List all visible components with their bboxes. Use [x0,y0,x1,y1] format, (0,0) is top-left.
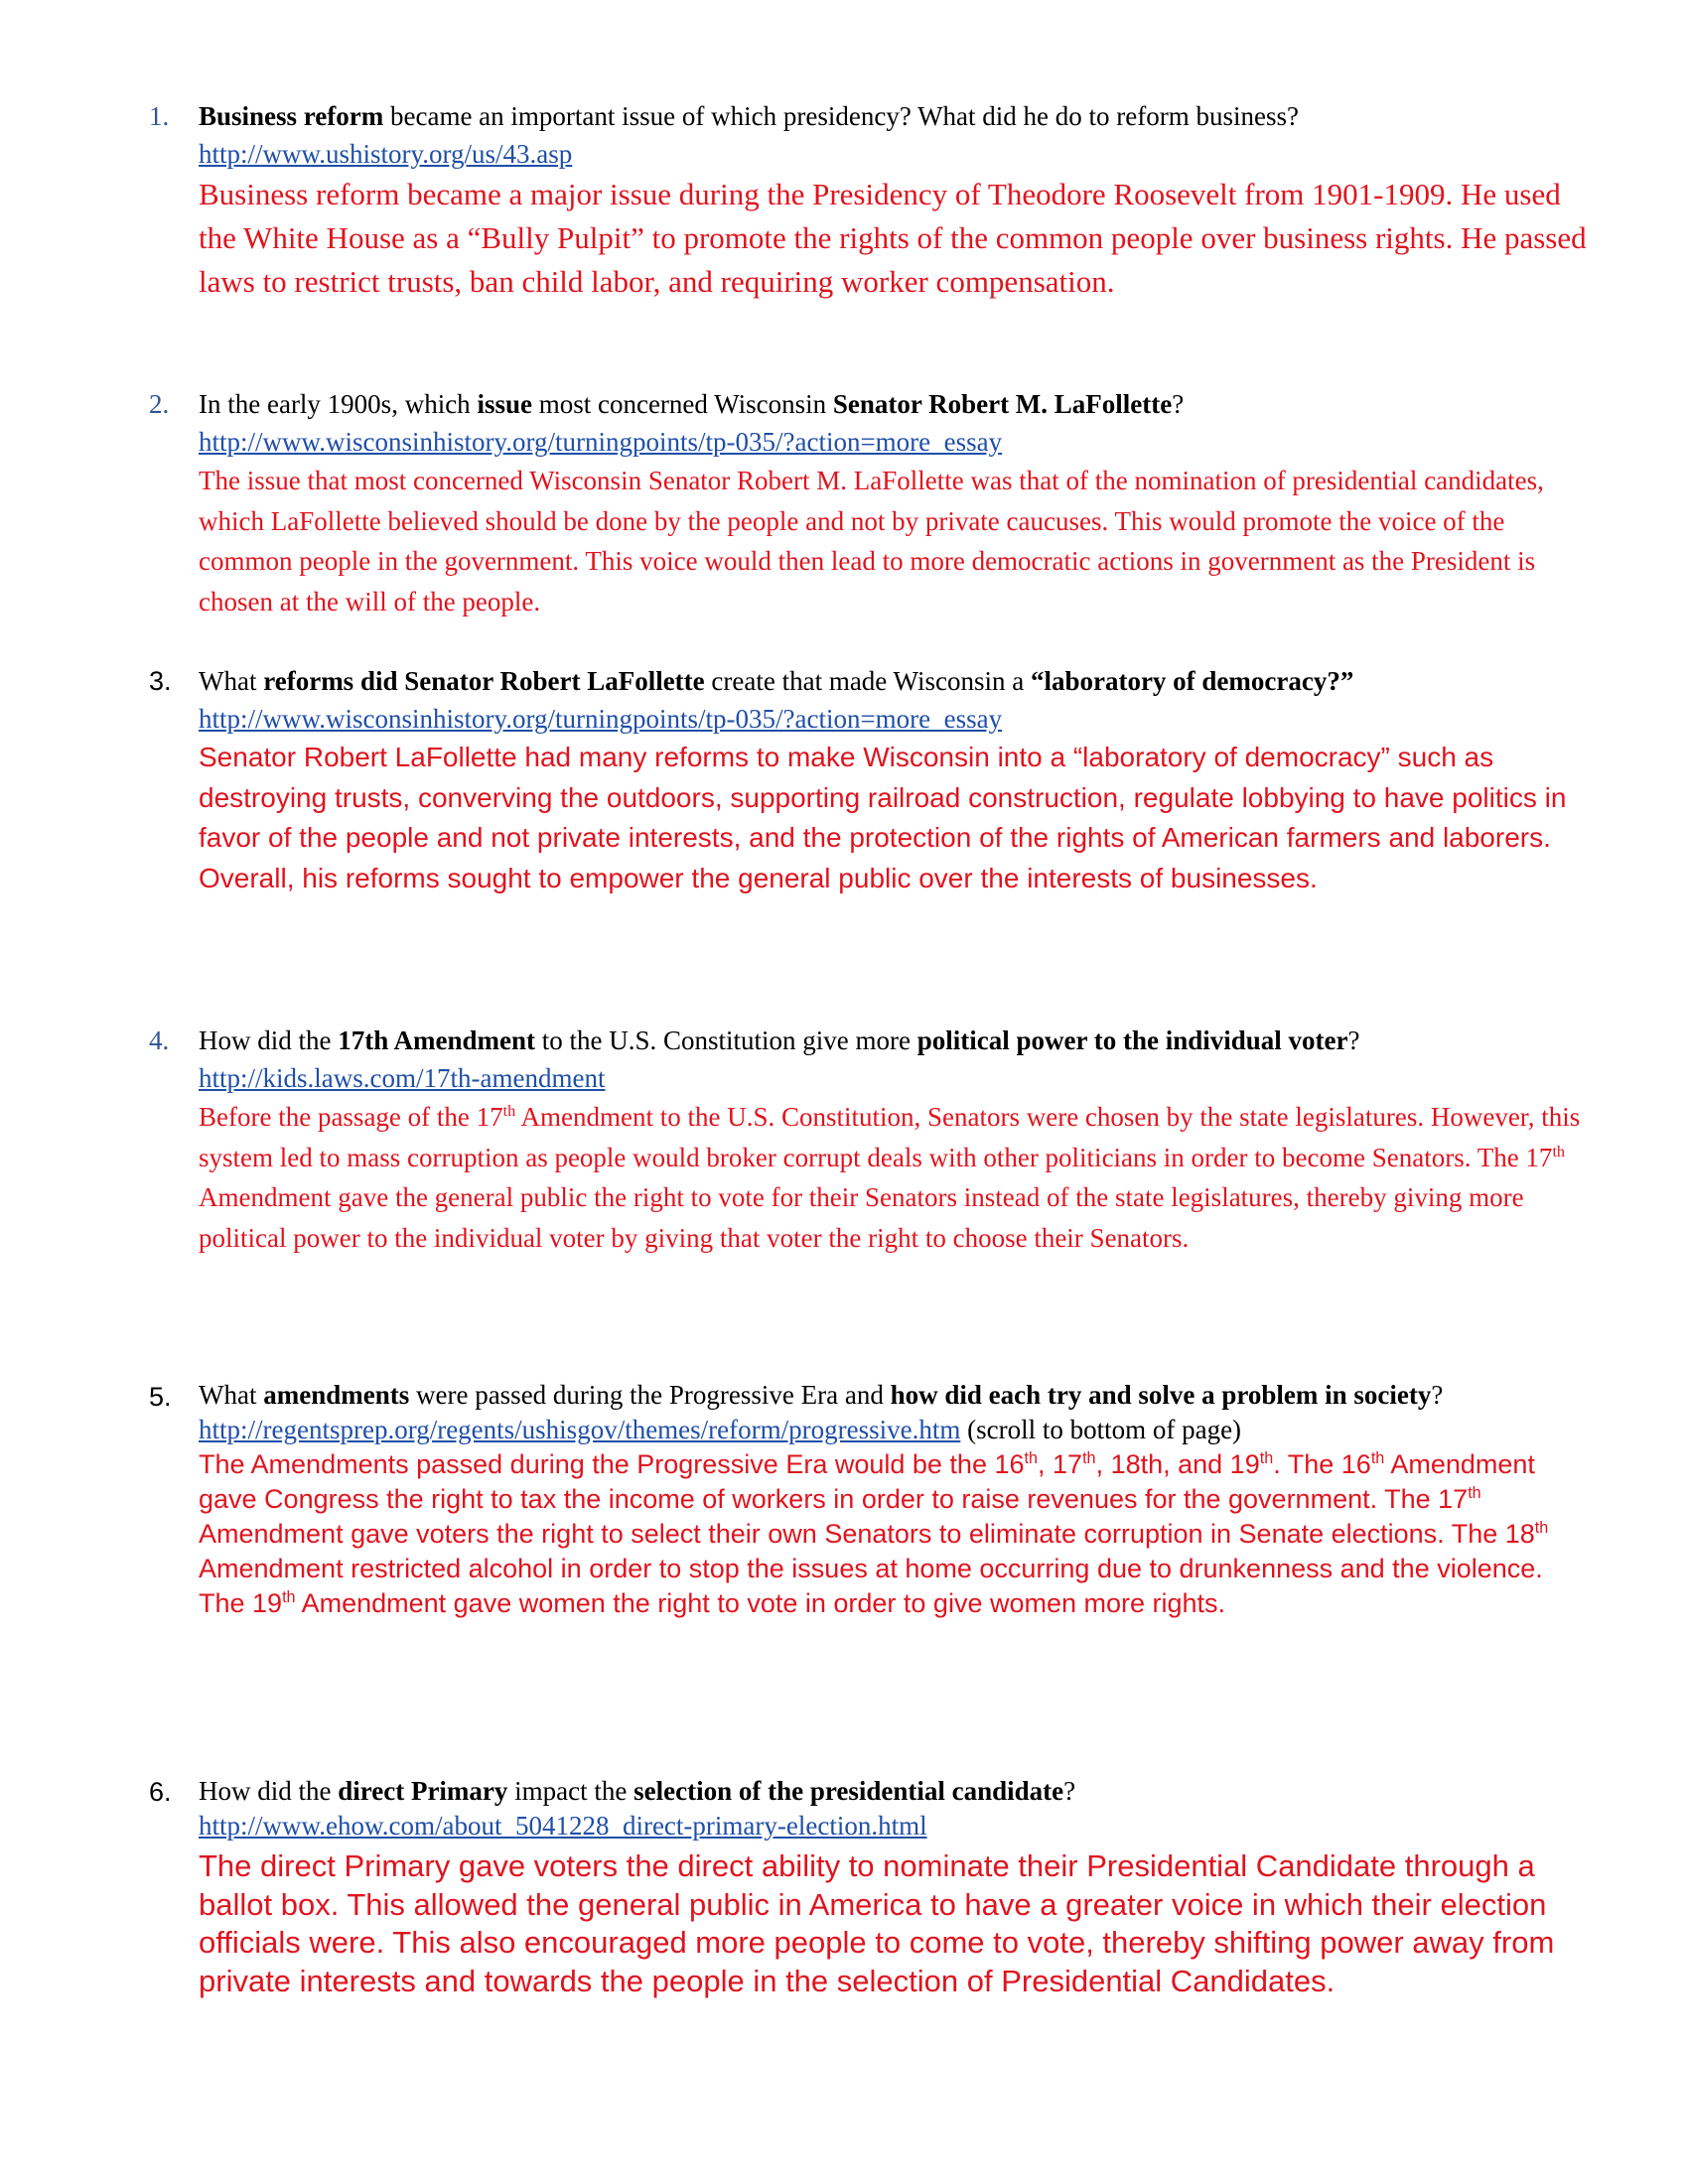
reference-link[interactable]: http://www.wisconsinhistory.org/turningpoints/tp-035/?action=more_essay [199,427,1003,457]
question-keyword: 17th Amendment [338,1025,535,1055]
ordinal-suffix: th [1468,1484,1481,1502]
ordinal-suffix: th [1370,1449,1385,1467]
question-6 [149,1773,1589,2000]
question-part: What [199,1380,264,1410]
question-keyword: direct Primary [338,1776,508,1806]
answer-text [199,1447,1589,1621]
question-keyword: reforms did Senator Robert LaFollette [263,666,705,696]
ordinal-suffix: th [1552,1142,1566,1160]
answer-part: , 18th, and 19 [1095,1449,1260,1479]
question-text [199,1378,1589,1447]
answer-text: Senator Robert LaFollette had many reforms to make Wisconsin into a “laboratory of democracy” such as destroying trusts, converving the outdoors, supporting railroad construction, regulate lobbying to have politics in favor of the people and not private interests, and the protection of the rights of American farmers and laborers. Overall, his reforms sought to empower the general public over the interests of businesses. [199,742,1567,893]
question-number: 2. [149,389,170,419]
question-part: were passed during the Progressive Era and [409,1380,891,1410]
question-keyword: political power to the individual voter [916,1025,1348,1055]
question-4 [149,1022,1589,1258]
question-keyword: issue [477,389,532,419]
question-keyword: Senator Robert M. LaFollette [832,389,1173,419]
question-keyword: how did each try and solve a problem in society [890,1380,1432,1410]
answer-part: Before the passage of the 17 [199,1102,503,1132]
question-part: create that made Wisconsin a [704,666,1031,696]
question-part: impact the [507,1776,634,1806]
answer-part: Amendment gave Congress the right to tax the income of workers in order to raise revenues for the government. The 17 [199,1449,1535,1514]
answer-text: Business reform became a major issue during the Presidency of Theodore Roosevelt from 1901-1909. He used the White House as a “Bully Pulpit” to promote the rights of the common people over business rights. He passed laws to restrict trusts, ban child labor, and requiring worker compensation. [199,177,1587,299]
reference-link[interactable]: http://www.ehow.com/about_5041228_direct-primary-election.html [199,1811,927,1841]
question-keyword: Business reform [199,101,384,131]
answer-part: Amendment to the U.S. Constitution, Senators were chosen by the state legislatures. However, this system led to mass corruption as people would broker corrupt deals with other politicians in order to become Senators. The 17 [199,1102,1581,1172]
question-part: most concerned Wisconsin [531,389,833,419]
question-number: 6. [149,1777,172,1807]
question-part: ? [1431,1380,1444,1410]
ordinal-suffix: th [1082,1449,1096,1467]
answer-text: The direct Primary gave voters the direct ability to nominate their Presidential Candidate through a ballot box. This allowed the general public in America to have a greater voice in which their election officials were. This also encouraged more people to come to vote, thereby shifting power away from private interests and towards the people in the selection of Presidential Candidates. [199,1848,1555,1998]
question-number: 1. [149,101,170,131]
reference-link[interactable]: http://www.ushistory.org/us/43.asp [199,139,573,169]
question-part: ? [1172,389,1185,419]
ordinal-suffix: th [502,1102,516,1120]
question-number: 4. [149,1025,170,1055]
question-part: (scroll to bottom of page) [960,1415,1242,1444]
question-text [199,385,1589,423]
answer-text: The issue that most concerned Wisconsin Senator Robert M. LaFollette was that of the nomination of presidential candidates, which LaFollette believed should be done by the people and not by private caucuses. This would promote the voice of the common people in the government. This voice would then lead to more democratic actions in government as the President is chosen at the will of the people. [199,466,1544,616]
ordinal-suffix: th [1534,1519,1549,1537]
answer-part: Amendment restricted alcohol in order to stop the issues at home occurring due to drunkenness and the violence. The 19 [199,1554,1543,1618]
question-1 [149,97,1589,304]
answer-part: Amendment gave the general public the right to vote for their Senators instead of the state legislatures, thereby giving more political power to the individual voter by giving that voter the right to choose their Senators. [199,1182,1524,1253]
question-part: What [199,666,264,696]
question-part: ? [1063,1776,1076,1806]
question-keyword: amendments [263,1380,410,1410]
answer-part: . The 16 [1273,1449,1371,1479]
question-number: 3. [149,666,172,696]
ordinal-suffix: th [282,1588,296,1606]
reference-link[interactable]: http://www.wisconsinhistory.org/turningpoints/tp-035/?action=more_essay [199,704,1003,734]
ordinal-suffix: th [1024,1449,1039,1467]
question-part: to the U.S. Constitution give more [535,1025,917,1055]
question-rest: became an important issue of which presidency? What did he do to reform business? [383,101,1299,131]
question-5 [149,1378,1589,1621]
question-text [199,97,1589,135]
reference-link[interactable]: http://regentsprep.org/regents/ushisgov/themes/reform/progressive.htm [199,1415,961,1444]
ordinal-suffix: th [1259,1449,1274,1467]
question-3 [149,662,1589,898]
question-number: 5. [149,1382,172,1412]
question-text [199,662,1589,700]
question-keyword: “laboratory of democracy?” [1030,666,1354,696]
answer-part: Amendment gave voters the right to select their own Senators to eliminate corruption in Senate elections. The 18 [199,1519,1535,1549]
answer-part: The Amendments passed during the Progressive Era would be the 16 [199,1449,1025,1479]
reference-link[interactable]: http://kids.laws.com/17th-amendment [199,1063,606,1093]
question-part: How did the [199,1025,339,1055]
answer-part: Amendment gave women the right to vote in order to give women more rights. [295,1588,1226,1618]
question-keyword: selection of the presidential candidate [633,1776,1064,1806]
question-2 [149,385,1589,621]
question-text [199,1773,1589,1809]
answer-part: , 17 [1038,1449,1083,1479]
question-part: In the early 1900s, which [199,389,478,419]
question-part: How did the [199,1776,339,1806]
question-part: ? [1347,1025,1360,1055]
question-text [199,1022,1589,1059]
answer-text [199,1097,1589,1258]
